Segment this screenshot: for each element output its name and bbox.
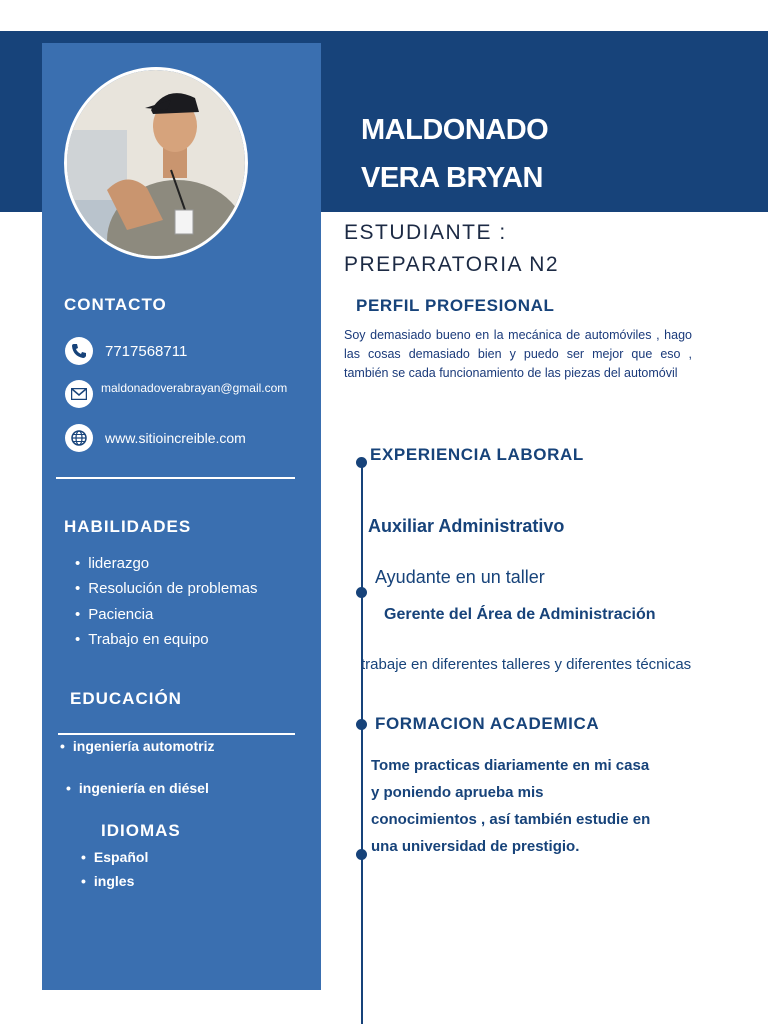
timeline-dot <box>356 587 367 598</box>
job-title: Gerente del Área de Administración <box>384 606 656 623</box>
profile-heading: PERFIL PROFESIONAL <box>356 296 555 315</box>
skill-item: • Resolución de problemas <box>75 580 258 597</box>
education-heading: EDUCACIÓN <box>70 689 182 708</box>
language-item: • ingles <box>81 873 134 889</box>
email-address[interactable]: maldonadoverabrayan@gmail.com <box>101 381 288 395</box>
education-item: • ingeniería automotriz <box>60 738 214 754</box>
email-icon <box>65 380 93 408</box>
phone-icon <box>65 337 93 365</box>
languages-heading: IDIOMAS <box>101 821 181 840</box>
role-title: ESTUDIANTE : PREPARATORIA N2 <box>344 221 560 276</box>
timeline-dot <box>356 849 367 860</box>
experience-heading: EXPERIENCIA LABORAL <box>370 445 584 464</box>
education-item: • ingeniería en diésel <box>66 780 209 796</box>
profile-photo <box>64 67 248 259</box>
contact-email <box>65 380 287 408</box>
globe-icon <box>65 424 93 452</box>
skill-item: • Trabajo en equipo <box>75 631 209 648</box>
timeline-line <box>361 462 363 1024</box>
name-line-1: MALDONADO <box>361 114 549 146</box>
job-title: Auxiliar Administrativo <box>368 516 565 536</box>
contact-heading: CONTACTO <box>64 295 167 314</box>
skills-heading: HABILIDADES <box>64 517 192 536</box>
divider <box>56 477 295 479</box>
timeline-dot <box>356 719 367 730</box>
language-item: • Español <box>81 849 148 865</box>
website-link[interactable]: www.sitioincreible.com <box>105 430 246 446</box>
divider <box>58 733 295 735</box>
name-line-2: VERA BRYAN <box>361 162 543 194</box>
contact-website <box>65 424 246 452</box>
profile-text: Soy demasiado bueno en la mecánica de automóviles , hago las cosas demasiado bien y puedo ser mejor que eso , también se cada funcionamiento de las piezas del automóvil <box>344 328 692 380</box>
experience-description: trabaje en diferentes talleres y diferentes técnicas <box>361 656 692 673</box>
timeline-dot <box>356 457 367 468</box>
job-title: Ayudante en un taller <box>375 567 545 587</box>
academic-text: Tome practicas diariamente en mi casa y poniendo aprueba mis conocimientos , así también estudie en una universidad de prestigio. <box>371 757 651 855</box>
contact-phone <box>65 337 187 365</box>
skill-item: • liderazgo <box>75 555 149 572</box>
skill-item: • Paciencia <box>75 606 153 623</box>
academic-heading: FORMACION ACADEMICA <box>375 714 600 733</box>
phone-number: 7717568711 <box>105 342 188 360</box>
